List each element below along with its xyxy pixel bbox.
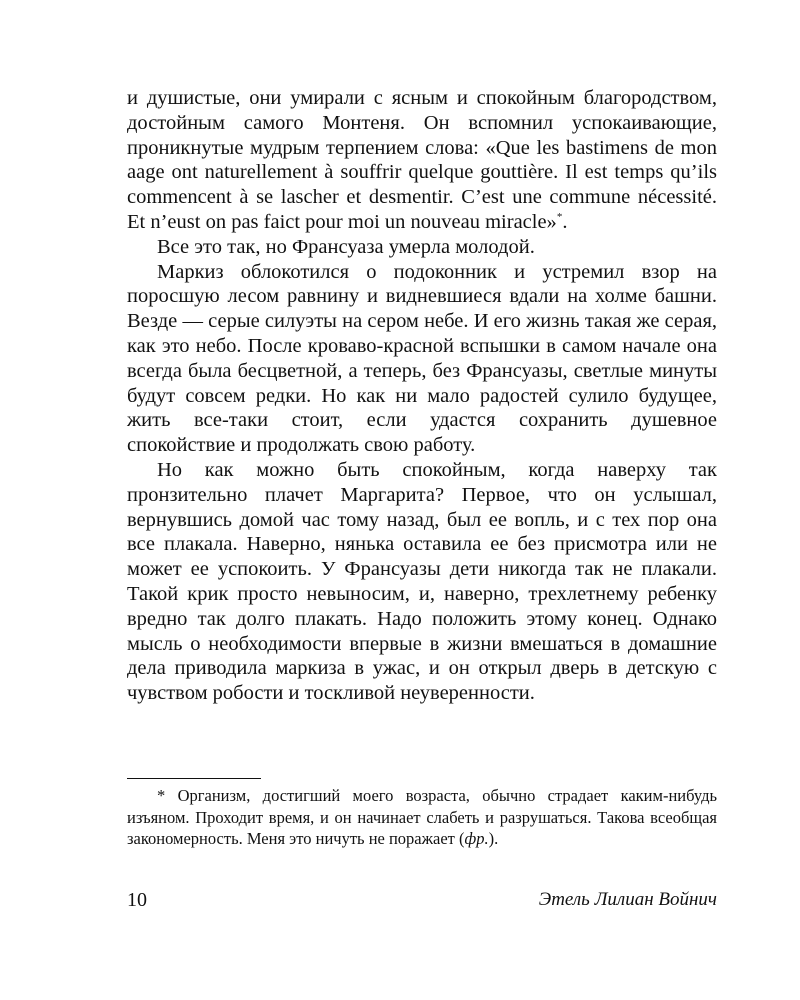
paragraph-4: Но как можно быть спокойным, когда наверху так пронзительно плачет Маргарита? Первое, что он услышал, вернувшись домой час тому назад, был ее вопль, и с тех пор она все плакала. Наверно, нянька оставила ее без присмотра или не может ее успокоить. У Франсуазы дети никогда так не плакали. Такой крик просто невыносим, и, наверно, трехлетнему ребенку вредно так долго плакать. Надо положить этому конец. Однако мысль о необходимости впервые в жизни вмешаться в домашние дела приводила маркиза в ужас, и он открыл дверь в детскую с чувством робости и тоскливой неуверенности. — [127, 458, 717, 705]
paragraph-1-text: и душистые, они умирали с ясным и спокойным благородством, достойным самого Монтеня. Он вспомнил успокаивающие, проникнутые мудрым терпением слова: «Que les bastimens de mon aage ont naturellement à souffrir quelque gouttière. Il est temps qu’ils commencent à se lascher et desmentir. C’est une commune nécessité. Et n’eust on pas faict pour moi un nouveau miracle» — [127, 87, 717, 233]
footnote-close: ). — [488, 829, 499, 848]
running-footer-author: Этель Лилиан Войнич — [538, 889, 717, 910]
footnote-divider — [127, 778, 261, 779]
footnote-text: Организм, достигший моего возраста, обычно страдает каким-нибудь изъяном. Проходит время, и он начинает слабеть и разрушаться. Такова всеобщая закономерность. Меня это ничуть не поражает — [127, 786, 717, 848]
footnote-mark: * — [157, 786, 166, 805]
paragraph-1 — [127, 86, 717, 235]
page-number: 10 — [127, 889, 147, 911]
footnote-open-paren: ( — [454, 829, 465, 848]
footnote-source-language: фр. — [464, 829, 489, 848]
paragraph-3: Маркиз облокотился о подоконник и устремил взор на поросшую лесом равнину и видневшиеся вдали на холме башни. Везде — серые силуэты на сером небе. И его жизнь такая же серая, как это небо. После кроваво-красной вспышки в самом начале она всегда была бесцветной, а теперь, без Франсуазы, светлые минуты будут совсем редки. Но как ни мало радостей сулило будущее, жить все-таки стоит, если удастся сохранить душевное спокойствие и продолжать свою работу. — [127, 260, 717, 457]
paragraph-1-tail: . — [562, 210, 568, 233]
main-text — [127, 86, 717, 706]
footnote — [127, 785, 717, 850]
paragraph-2: Все это так, но Франсуаза умерла молодой. — [157, 235, 535, 258]
footnote-reference: * — [556, 211, 563, 224]
